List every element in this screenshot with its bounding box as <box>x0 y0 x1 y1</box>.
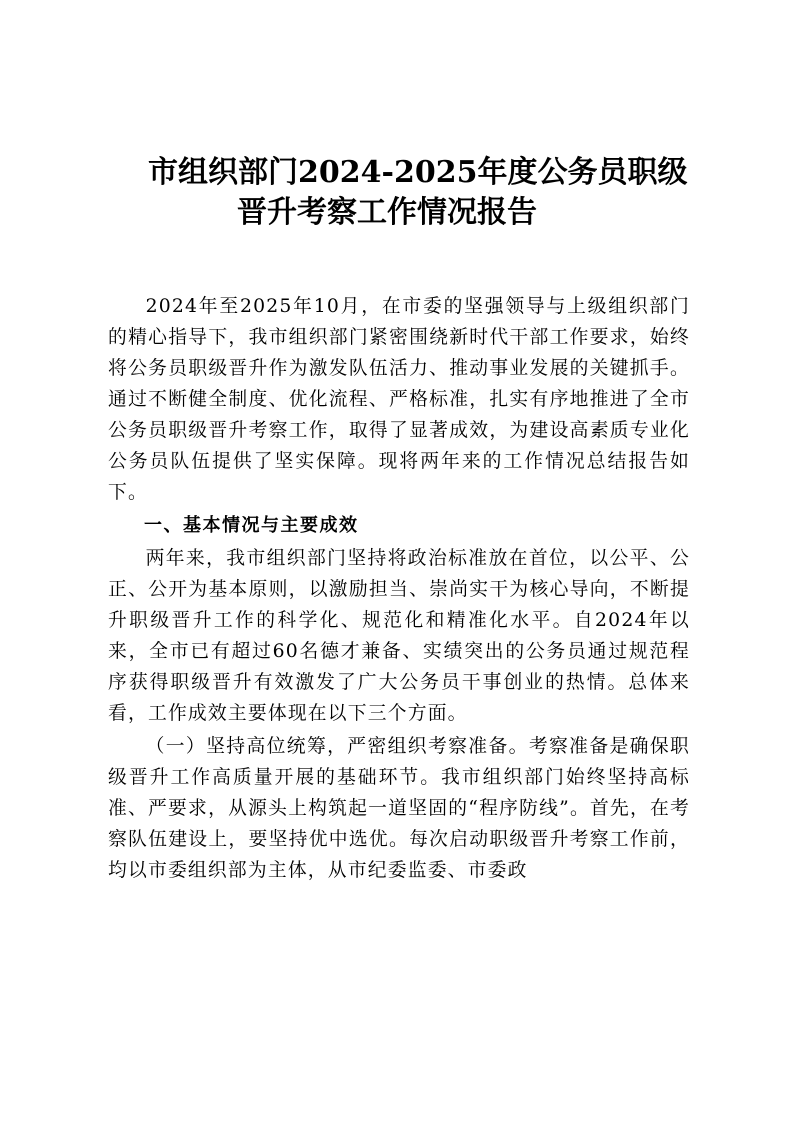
title-line-1: 市组织部门2024-2025年度公务员职级 <box>148 155 688 190</box>
intro-paragraph: 2024年至2025年10月，在市委的坚强领导与上级组织部门的精心指导下，我市组织部门紧密围绕新时代干部工作要求，始终将公务员职级晋升作为激发队伍活力、推动事业发展的关键抓手。通过不断健全制度、优化流程、严格标准，扎实有序地推进了全市公务员职级晋升考察工作，取得了显著成效，为建设高素质专业化公务员队伍提供了坚实保障。现将两年来的工作情况总结报告如下。 <box>108 296 690 503</box>
section-heading-1: 一、基本情况与主要成效 <box>144 515 359 536</box>
title-line-2: 晋升考察工作情况报告 <box>237 195 537 230</box>
subsection-1-paragraph: （一）坚持高位统筹，严密组织考察准备。考察准备是确保职级晋升工作高质量开展的基础环节。我市组织部门始终坚持高标准、严要求，从源头上构筑起一道坚固的“程序防线”。首先，在考察队伍建设上，要坚持优中选优。每次启动职级晋升考察工作前，均以市委组织部为主体，从市纪委监委、市委政 <box>108 736 690 881</box>
section-1-paragraph: 两年来，我市组织部门坚持将政治标准放在首位，以公平、公正、公开为基本原则，以激励担当、崇尚实干为核心导向，不断提升职级晋升工作的科学化、规范化和精准化水平。自2024年以来，全市已有超过60名德才兼备、实绩突出的公务员通过规范程序获得职级晋升有效激发了广大公务员干事创业的热情。总体来看，工作成效主要体现在以下三个方面。 <box>108 548 690 724</box>
document-body <box>108 291 690 886</box>
